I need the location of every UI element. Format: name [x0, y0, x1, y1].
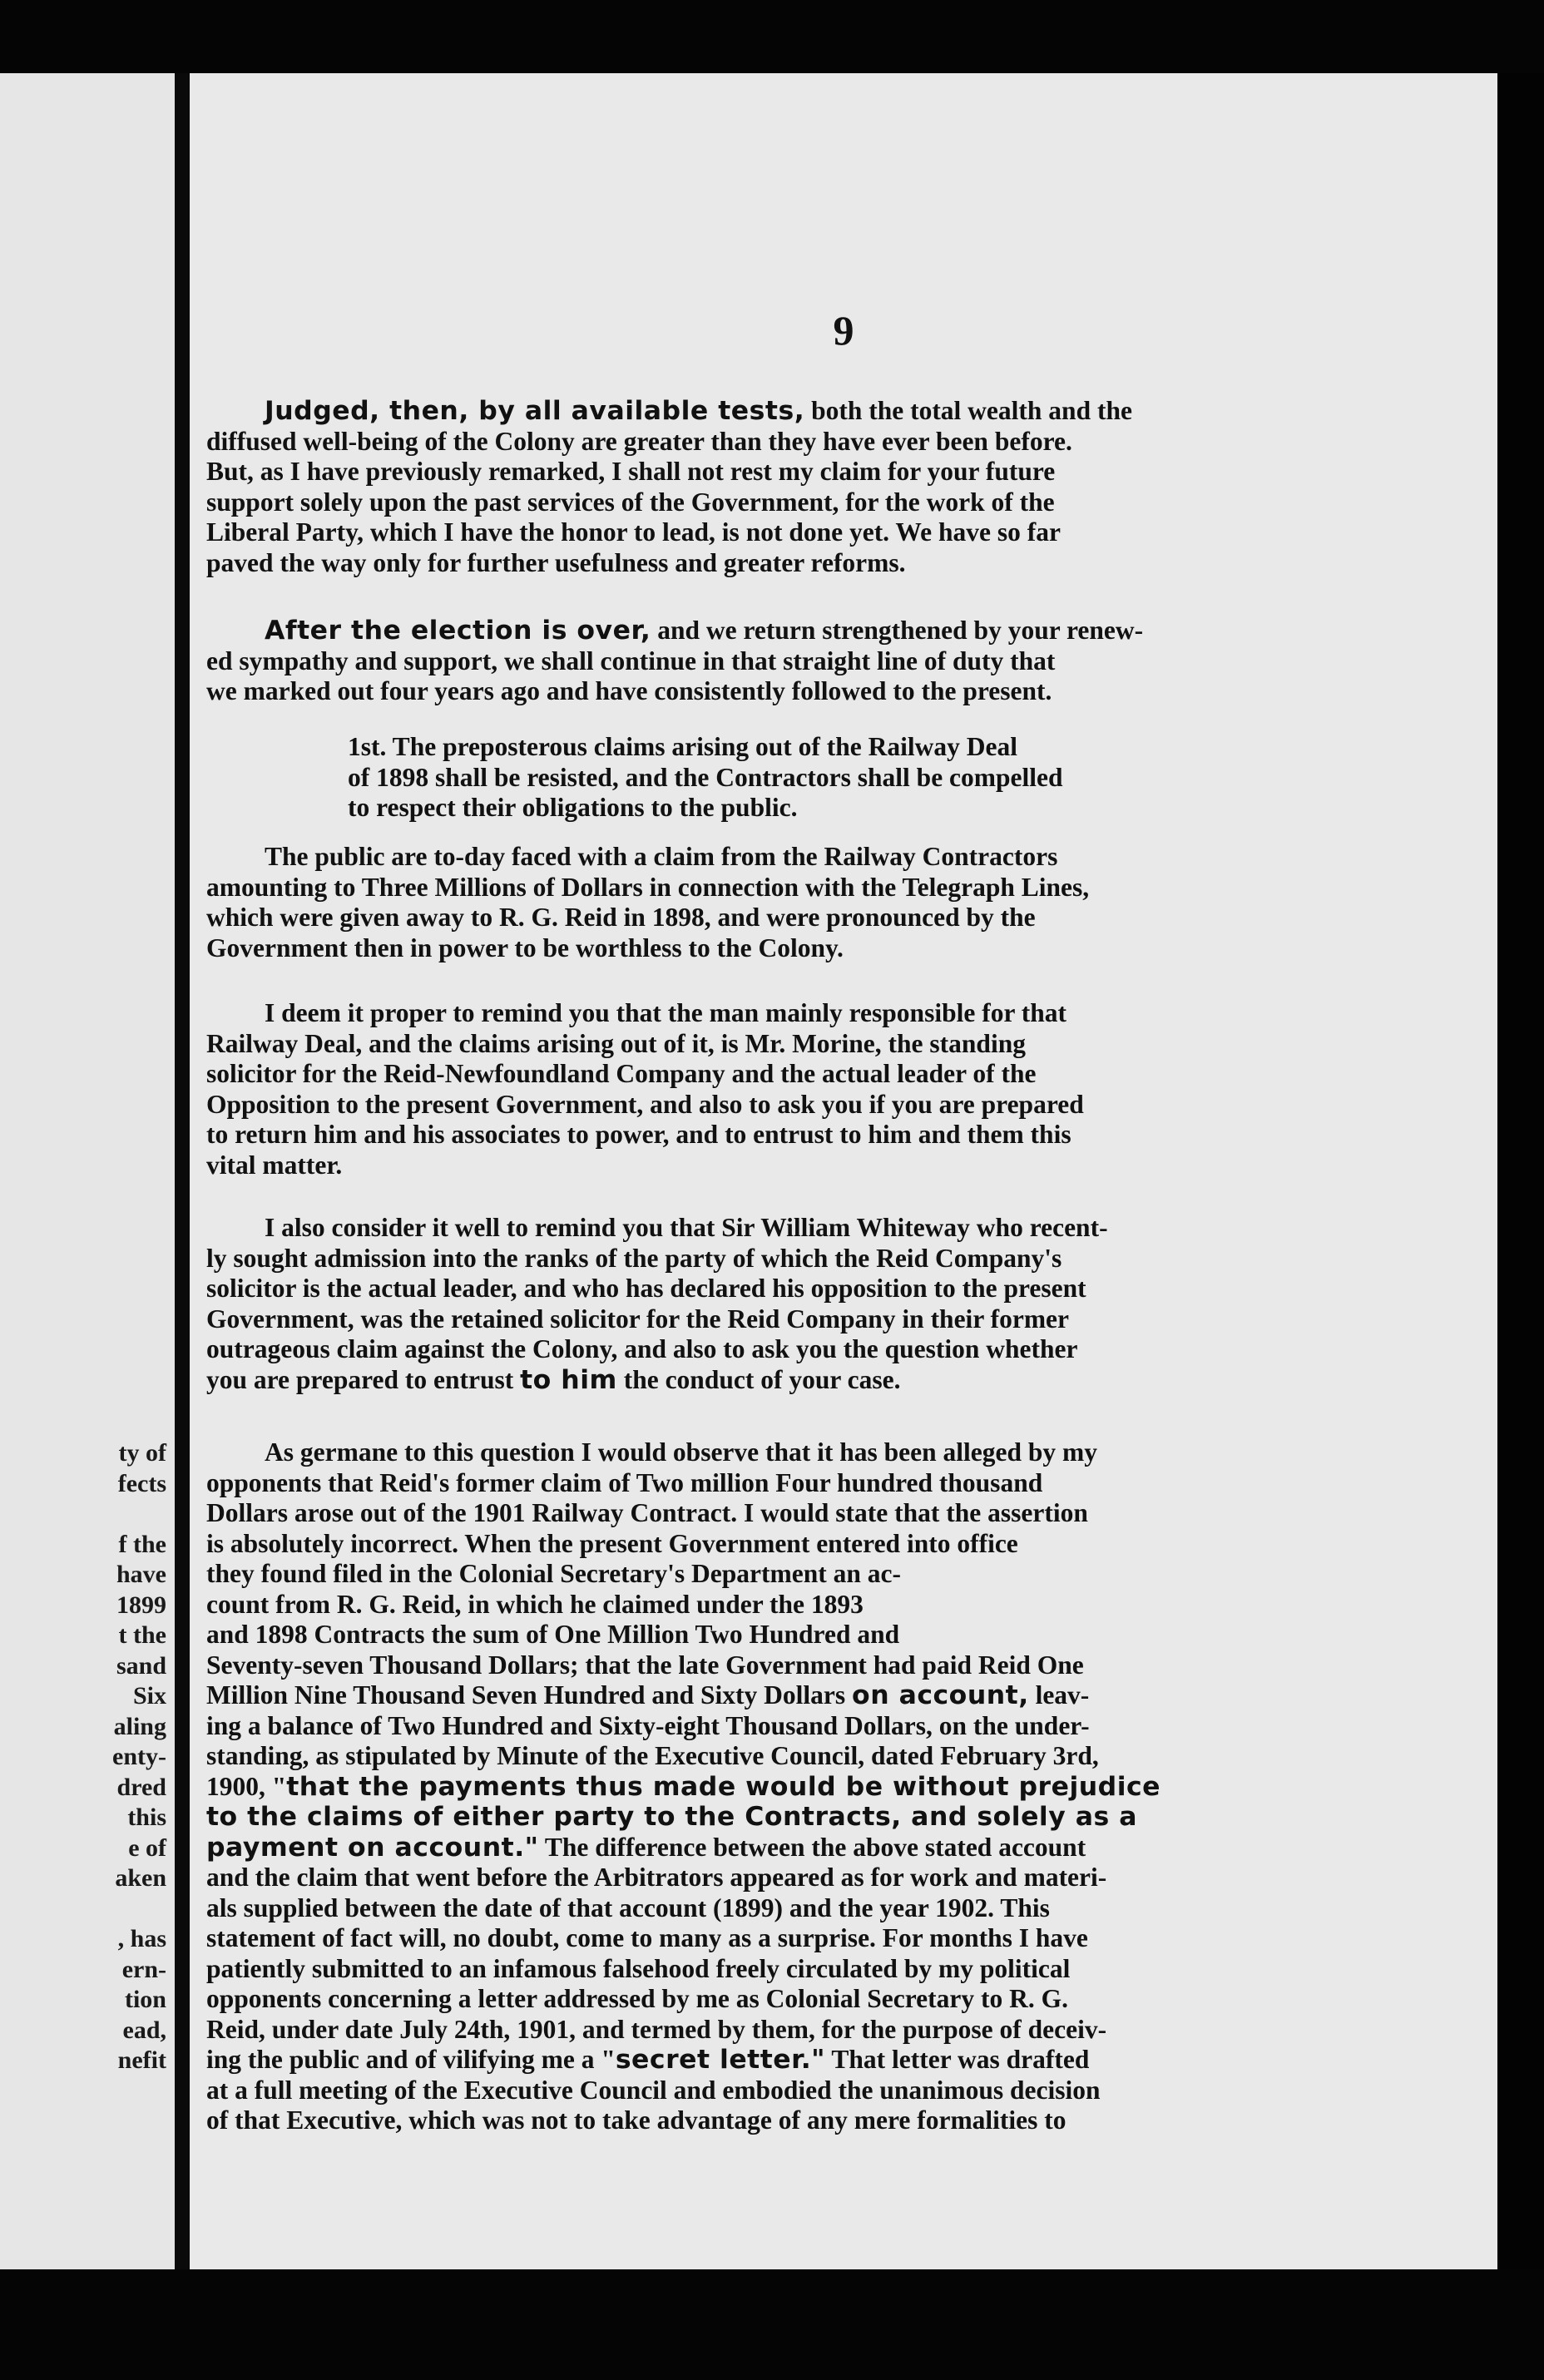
adjacent-text-fragment: fects — [117, 1469, 166, 1497]
paragraph-6: I also consider it well to remind you that Sir William Whiteway who recent- ly sought admission into the ranks of the party of which the Reid Company's solicitor is the actual leader, and who has declared his opposition to the present Government, was the retained solicitor for the Reid Company in their former outrageous claim against the Colony, and also to ask you the question whether you are prepared to entrust to him the conduct of your case. — [206, 1213, 1108, 1395]
paragraph-4: The public are to-day faced with a claim from the Railway Contractors amounting to Three Millions of Dollars in connection with the Telegraph Lines, which were given away to R. G. Reid in 1898, and were pronounced by the Government then in power to be worthless to the Colony. — [206, 842, 1090, 962]
adjacent-text-fragment: aken — [115, 1864, 166, 1892]
adjacent-text-fragment: nefit — [117, 2046, 166, 2074]
adjacent-text-fragment: enty- — [112, 1743, 166, 1770]
adjacent-text-fragment: , has — [117, 1925, 166, 1952]
adjacent-text-fragment: ty of — [118, 1439, 166, 1467]
adjacent-text-fragment: dred — [116, 1773, 166, 1801]
emphasis: that the payments thus made would be without prejudice — [286, 1771, 1161, 1802]
paragraph-3: 1st. The preposterous claims arising out of the Railway Deal of 1898 shall be resisted, and the Contractors shall be compelled to respect their obligations to the public. — [348, 732, 1063, 822]
adjacent-text-fragment: ead, — [122, 2016, 166, 2044]
adjacent-text-fragment: t the — [118, 1621, 166, 1649]
lead-phrase: After the election is over, — [265, 616, 651, 646]
paragraph-1: Judged, then, by all available tests, both the total wealth and the diffused well-being of the Colony are greater than they have ever been before. But, as I have previously remarked, I shall not rest my claim for your future support solely upon the past services of the Government, for the work of the Liberal Party, which I have the honor to lead, is not done yet. We have so far paved the way only for further usefulness and greater reforms. — [206, 396, 1132, 577]
adjacent-text-fragment: tion — [124, 1986, 166, 2013]
emphasis: payment on account." — [206, 1832, 539, 1863]
emphasis: to him — [520, 1364, 617, 1395]
page-number: 9 — [833, 307, 854, 354]
adjacent-text-fragment: Six — [132, 1682, 166, 1710]
emphasis: to the claims of either party to the Contracts, and solely as a — [206, 1802, 1137, 1832]
adjacent-text-fragment: aling — [113, 1712, 166, 1740]
paragraph-7: As germane to this question I would observe that it has been alleged by my opponents that Reid's former claim of Two million Four hundred thousand Dollars arose out of the 1901 Railway Contract. I would state that the assertion is absolutely incorrect. When the present Government entered into office they found filed in the Colonial Secretary's Department an ac- count from R. G. Reid, in which he claimed under the 1893 and 1898 Contracts the sum of One Million Two Hundred and Seventy-seven Thousand Dollars; that the late Government had paid Reid One Million Nine Thousand Seven Hundred and Sixty Dollars on account, leav- ing a balance of Two Hundred and Sixty-eight Thousand Dollars, on the under- standing, as stipulated by Minute of the Executive Council, dated February 3rd, 1900, "that the payments thus made would be without prejudice to the claims of either party to the Contracts, and solely as a payment on account." The difference between the above stated account and the claim that went before the Arbitrators appeared as for work and materi- als supplied between the date of that account (1899) and the year 1902. This statement of fact will, no doubt, come to many as a surprise. For months I have patiently submitted to an infamous falsehood freely circulated by my political opponents concerning a letter addressed by me as Colonial Secretary to R. G. Reid, under date July 24th, 1901, and termed by them, for the purpose of deceiv- ing the public and of vilifying me a "secret letter." That letter was drafted at a full meeting of the Executive Council and embodied the unanimous decision of that Executive, which was not to take advantage of any mere formalities to — [206, 1437, 1161, 2135]
paragraph-2: After the election is over, and we return strengthened by your renew- ed sympathy and support, we shall continue in that straight line of duty that we marked out four years ago and have consistently followed to the present. — [206, 616, 1144, 705]
emphasis: secret letter." — [615, 2045, 826, 2075]
paragraph-5: I deem it proper to remind you that the man mainly responsible for that Railway Deal, and the claims arising out of it, is Mr. Morine, the standing solicitor for the Reid-Newfoundland Company and the actual leader of the Opposition to the present Government, and also to ask you if you are prepared to return him and his associates to power, and to entrust to him and them this vital matter. — [206, 998, 1084, 1180]
emphasis: on account, — [852, 1680, 1029, 1710]
adjacent-text-fragment: sand — [116, 1651, 166, 1680]
scan-border — [1497, 73, 1544, 2269]
document-page — [190, 73, 1497, 2269]
adjacent-text-fragment: this — [127, 1804, 166, 1831]
page-gutter — [175, 73, 190, 2269]
adjacent-text-fragment: have — [116, 1561, 166, 1588]
adjacent-text-fragment: 1899 — [116, 1591, 166, 1619]
adjacent-text-fragment: f the — [118, 1530, 166, 1558]
adjacent-text-fragment: e of — [128, 1833, 166, 1862]
adjacent-page-fragment — [0, 73, 175, 2269]
adjacent-text-fragment: ern- — [121, 1955, 166, 1983]
lead-phrase: Judged, then, by all available tests, — [265, 396, 805, 426]
